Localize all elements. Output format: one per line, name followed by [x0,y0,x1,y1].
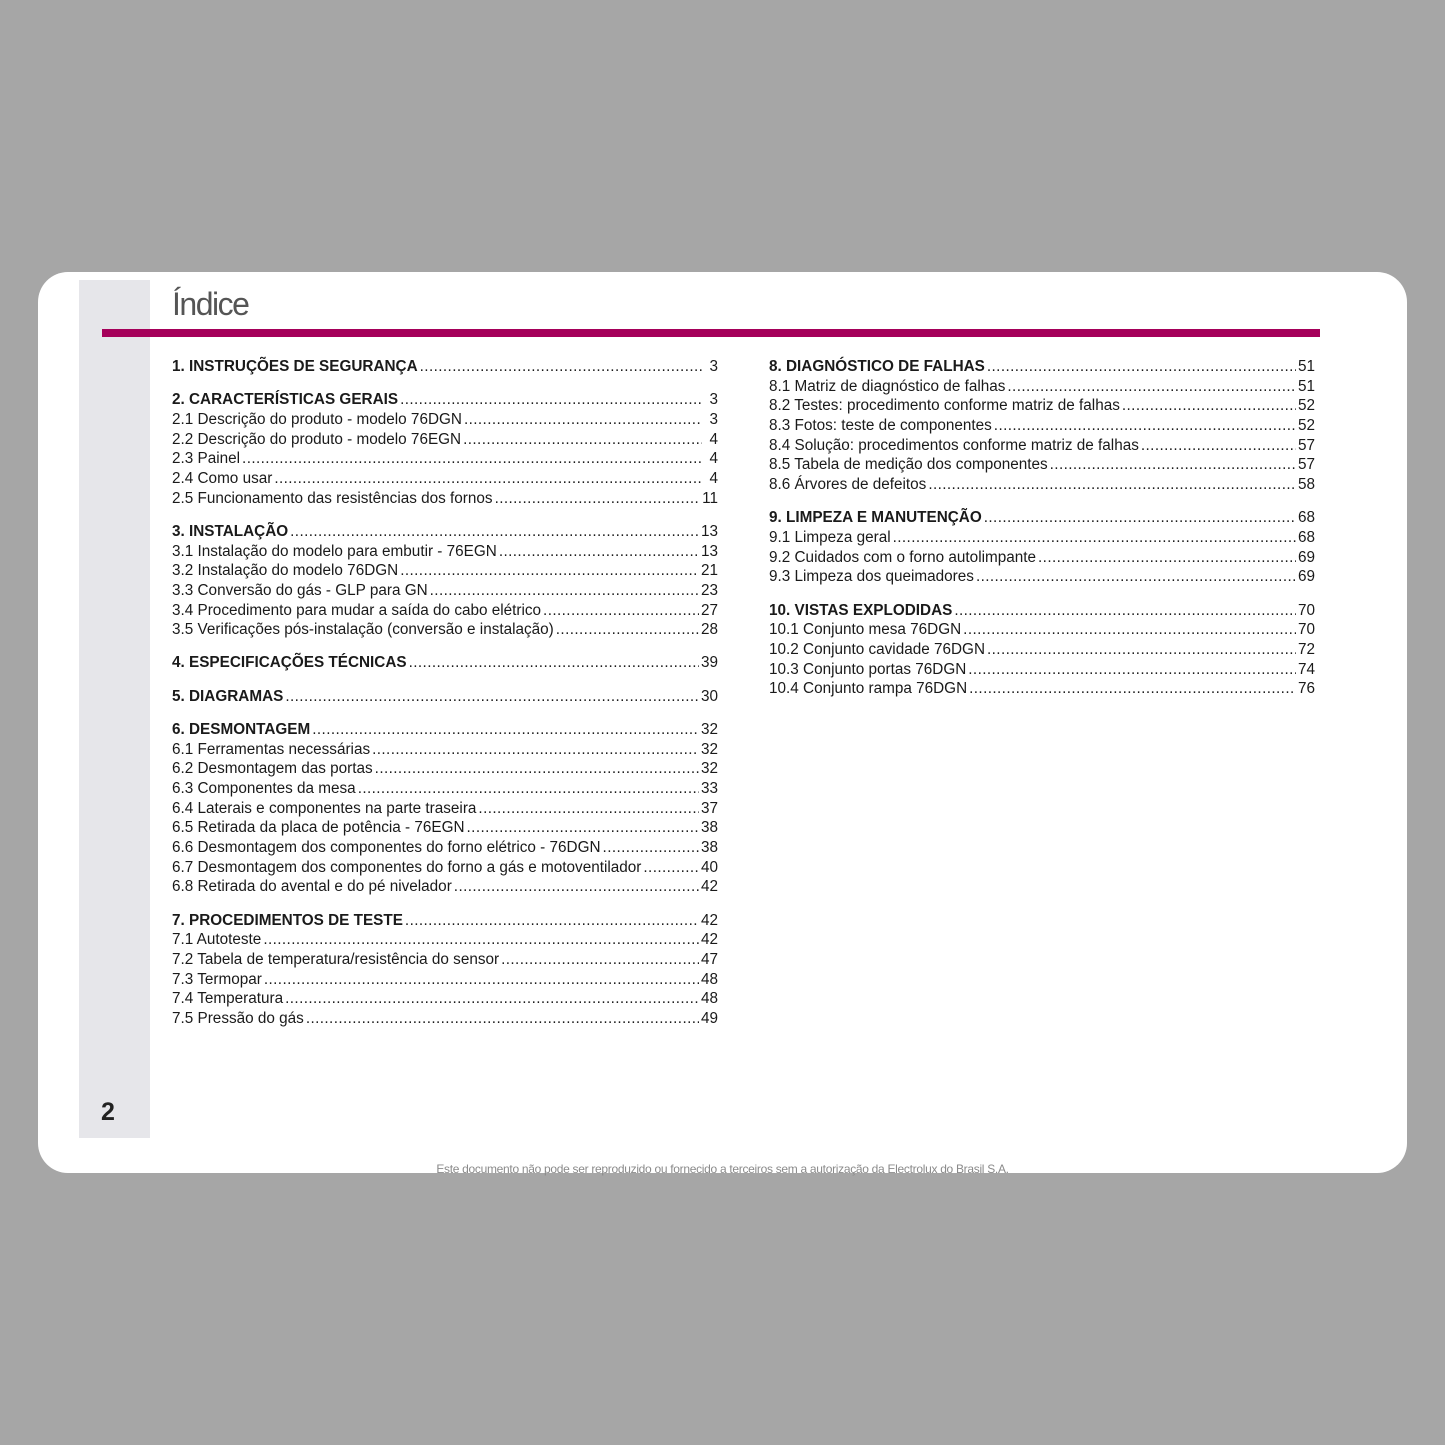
toc-entry-page: 48 [700,970,718,988]
toc-entry-page: 69 [1297,568,1315,586]
toc-entry-page: 37 [700,799,718,817]
toc-entry[interactable] [172,779,718,799]
dot-leader [263,930,699,950]
toc-entry-label: 10. VISTAS EXPLODIDAS [769,601,953,619]
page-title: Índice [172,286,249,322]
toc-entry-label: 2.1 Descrição do produto - modelo 76DGN [172,410,462,428]
toc-entry-page: 52 [1297,397,1315,415]
toc-entry[interactable] [769,475,1315,495]
toc-entry-label: 8.6 Árvores de defeitos [769,476,927,494]
toc-entry-label: 7.3 Termopar [172,970,262,988]
toc-entry-label: 3.2 Instalação do modelo 76DGN [172,562,399,580]
toc-entry-label: 7.1 Autoteste [172,931,262,949]
toc-entry[interactable] [172,601,718,621]
toc-entry[interactable] [172,838,718,858]
toc-section-heading[interactable] [172,720,718,740]
toc-entry-page: 68 [1297,509,1315,527]
toc-section-heading[interactable] [769,357,1315,377]
toc-entry-label: 6.3 Componentes da mesa [172,779,356,797]
toc-entry-label: 8.1 Matriz de diagnóstico de falhas [769,377,1006,395]
dot-leader [954,601,1296,621]
toc-entry[interactable] [769,528,1315,548]
toc-entry-page: 74 [1297,660,1315,678]
dot-leader [285,989,699,1009]
dot-leader [467,818,699,838]
toc-section-heading[interactable] [172,390,718,410]
toc-entry-page: 38 [700,819,718,837]
dot-leader [290,522,699,542]
toc-entry-page: 72 [1297,640,1315,658]
toc-entry[interactable] [172,561,718,581]
dot-leader [400,561,699,581]
toc-entry-page: 70 [1297,601,1315,619]
toc-entry[interactable] [769,548,1315,568]
dot-leader [963,620,1296,640]
toc-entry[interactable] [769,660,1315,680]
toc-entry-label: 9.1 Limpeza geral [769,529,891,546]
dot-leader [242,449,702,469]
toc-entry[interactable] [172,620,718,640]
toc-section [172,522,718,640]
toc-entry[interactable] [172,581,718,601]
toc-entry-page: 76 [1297,680,1315,698]
toc-entry-page: 13 [700,542,718,560]
toc-entry-label: 2.5 Funcionamento das resistências dos fornos [172,489,493,507]
toc-entry[interactable] [769,396,1315,416]
toc-column-right [769,357,1315,713]
dot-leader [478,799,699,819]
toc-section [172,720,718,897]
dot-leader [375,759,699,779]
dot-leader [264,970,699,990]
toc-section [769,357,1315,495]
toc-entry-page: 3 [709,358,718,375]
dot-leader [543,601,699,621]
toc-entry-label: 7.5 Pressão do gás [172,1009,304,1027]
toc-entry-label: 6.8 Retirada do avental e do pé nivelador [172,878,452,896]
toc-entry[interactable] [172,410,718,430]
toc-entry-label: 6.5 Retirada da placa de potência - 76EGN [172,819,465,837]
toc-section [172,911,718,1029]
toc-entry-label: 4. ESPECIFICAÇÕES TÉCNICAS [172,654,407,672]
toc-entry-label: 2.3 Painel [172,450,241,468]
toc-entry-label: 5. DIAGRAMAS [172,687,284,705]
toc-section-heading[interactable] [172,687,718,707]
toc-entry-label: 9.2 Cuidados com o forno autolimpante [769,548,1037,566]
dot-leader [405,911,699,931]
toc-entry-page: 58 [1297,476,1315,494]
toc-entry[interactable] [769,377,1315,397]
toc-section [769,508,1315,587]
dot-leader [987,640,1296,660]
toc-section-heading[interactable] [172,522,718,542]
toc-entry[interactable] [172,1009,718,1029]
toc-entry-page: 51 [1297,358,1315,375]
toc-entry-label: 8.4 Solução: procedimentos conforme matriz de falhas [769,436,1139,454]
dot-leader [1141,436,1296,456]
toc-entry-label: 10.2 Conjunto cavidade 76DGN [769,640,985,658]
toc-entry-label: 6.2 Desmontagem das portas [172,760,373,778]
toc-entry[interactable] [172,877,718,897]
dot-leader [968,660,1296,680]
toc-entry[interactable] [172,950,718,970]
toc-entry[interactable] [172,469,718,489]
side-strip [79,280,150,1138]
dot-leader [420,357,702,377]
toc-entry-page: 13 [700,522,718,540]
dot-leader [499,542,699,562]
toc-entry-label: 3.3 Conversão do gás - GLP para GN [172,581,428,599]
toc-entry-page: 3 [709,391,718,409]
toc-entry-label: 7. PROCEDIMENTOS DE TESTE [172,911,403,929]
toc-section-heading[interactable] [769,601,1315,621]
toc-entry-label: 2. CARACTERÍSTICAS GERAIS [172,391,399,409]
dot-leader [994,416,1296,436]
dot-leader [306,1009,699,1029]
toc-entry-label: 6.1 Ferramentas necessárias [172,740,371,758]
toc-section [172,653,718,673]
dot-leader [556,620,699,640]
toc-entry-label: 3. INSTALAÇÃO [172,522,289,540]
title-divider [102,329,1320,337]
dot-leader [987,357,1296,377]
toc-entry-label: 8.3 Fotos: teste de componentes [769,417,992,435]
footer-notice: Este documento não pode ser reproduzido ou fornecido a terceiros sem a autorização da Electrolux do Brasil S.A. [436,1162,1009,1176]
dot-leader [501,950,699,970]
toc-section-heading[interactable] [172,911,718,931]
toc-entry[interactable] [172,759,718,779]
toc-column-left [172,357,718,1042]
toc-section [172,357,718,377]
toc-entry[interactable] [172,970,718,990]
toc-entry-page: 49 [700,1009,718,1027]
toc-entry-label: 10.3 Conjunto portas 76DGN [769,660,967,678]
toc-entry[interactable] [172,799,718,819]
toc-entry-label: 6.7 Desmontagem dos componentes do forno a gás e motoventilador [172,858,642,876]
toc-entry-page: 27 [700,601,718,619]
toc-entry-page: 4 [709,450,718,468]
toc-entry-page: 48 [700,990,718,1008]
toc-section [172,687,718,707]
toc-entry-page: 52 [1297,417,1315,435]
page-number: 2 [101,1098,115,1126]
toc-entry[interactable] [172,542,718,562]
dot-leader [976,567,1296,587]
toc-entry-page: 51 [1297,377,1315,395]
toc-entry[interactable] [172,858,718,878]
dot-leader [464,410,702,430]
toc-entry-label: 8. DIAGNÓSTICO DE FALHAS [769,358,985,375]
toc-entry-page: 38 [700,838,718,856]
toc-entry-label: 6.6 Desmontagem dos componentes do forno elétrico - 76DGN [172,838,601,856]
toc-entry[interactable] [172,818,718,838]
dot-leader [372,740,699,760]
dot-leader [928,475,1296,495]
toc-entry[interactable] [769,455,1315,475]
toc-entry[interactable] [769,620,1315,640]
dot-leader [409,653,699,673]
toc-entry-label: 7.4 Temperatura [172,990,284,1008]
dot-leader [454,877,699,897]
dot-leader [1007,377,1296,397]
toc-entry-label: 7.2 Tabela de temperatura/resistência do sensor [172,950,500,968]
dot-leader [603,838,699,858]
toc-section-heading[interactable] [172,357,718,377]
toc-entry-label: 1. INSTRUÇÕES DE SEGURANÇA [172,358,418,375]
toc-entry-label: 2.2 Descrição do produto - modelo 76EGN [172,430,462,448]
toc-entry-page: 42 [700,911,718,929]
dot-leader [643,858,699,878]
toc-entry-label: 3.5 Verificações pós-instalação (conversão e instalação) [172,621,554,639]
dot-leader [463,430,702,450]
dot-leader [1050,455,1296,475]
toc-entry[interactable] [172,449,718,469]
toc-entry-page: 70 [1297,621,1315,639]
dot-leader [430,581,699,601]
dot-leader [358,779,699,799]
toc-entry-page: 32 [700,740,718,758]
dot-leader [495,489,701,509]
toc-entry-page: 39 [700,654,718,672]
dot-leader [984,508,1296,528]
toc-entry-label: 3.1 Instalação do modelo para embutir - 76EGN [172,542,497,560]
toc-entry-page: 30 [700,687,718,705]
toc-entry[interactable] [769,679,1315,699]
toc-entry-page: 32 [700,760,718,778]
toc-entry-page: 4 [709,469,718,487]
toc-entry[interactable] [172,989,718,1009]
document-page [38,272,1407,1173]
toc-entry-label: 9. LIMPEZA E MANUTENÇÃO [769,509,982,527]
toc-entry-page: 32 [700,720,718,738]
toc-entry-page: 57 [1297,436,1315,454]
toc-entry-page: 40 [700,858,718,876]
toc-entry-page: 69 [1297,548,1315,566]
dot-leader [312,720,699,740]
toc-entry-label: 6. DESMONTAGEM [172,720,311,738]
toc-entry-label: 8.2 Testes: procedimento conforme matriz de falhas [769,397,1120,415]
dot-leader [274,469,702,489]
toc-entry[interactable] [172,930,718,950]
toc-section-heading[interactable] [172,653,718,673]
toc-entry-page: 42 [700,931,718,949]
dot-leader [285,687,699,707]
toc-entry-page: 57 [1297,456,1315,474]
toc-entry-label: 10.1 Conjunto mesa 76DGN [769,621,962,639]
toc-section [172,390,718,508]
toc-entry-page: 21 [700,562,718,580]
toc-entry-page: 47 [700,950,718,968]
dot-leader [1122,396,1296,416]
toc-entry[interactable] [769,567,1315,587]
toc-entry[interactable] [769,436,1315,456]
toc-entry-page: 28 [700,621,718,639]
toc-entry-page: 68 [1297,529,1315,546]
toc-entry[interactable] [172,489,718,509]
toc-entry-label: 8.5 Tabela de medição dos componentes [769,456,1048,474]
dot-leader [893,528,1296,548]
dot-leader [1038,548,1296,568]
toc-entry-label: 6.4 Laterais e componentes na parte traseira [172,799,477,817]
toc-entry-label: 3.4 Procedimento para mudar a saída do cabo elétrico [172,601,542,619]
toc-entry-label: 10.4 Conjunto rampa 76DGN [769,680,968,698]
toc-entry-label: 2.4 Como usar [172,469,273,487]
toc-entry-page: 42 [700,878,718,896]
toc-entry-label: 9.3 Limpeza dos queimadores [769,568,974,586]
toc-entry-page: 11 [702,489,718,507]
toc-section [769,601,1315,699]
toc-entry[interactable] [769,416,1315,436]
toc-entry-page: 3 [709,410,718,428]
dot-leader [400,390,702,410]
toc-entry[interactable] [769,640,1315,660]
toc-section-heading[interactable] [769,508,1315,528]
toc-entry-page: 23 [700,581,718,599]
toc-entry[interactable] [172,430,718,450]
toc-entry-page: 4 [709,430,718,448]
toc-entry[interactable] [172,740,718,760]
toc-entry-page: 33 [700,779,718,797]
dot-leader [969,679,1296,699]
